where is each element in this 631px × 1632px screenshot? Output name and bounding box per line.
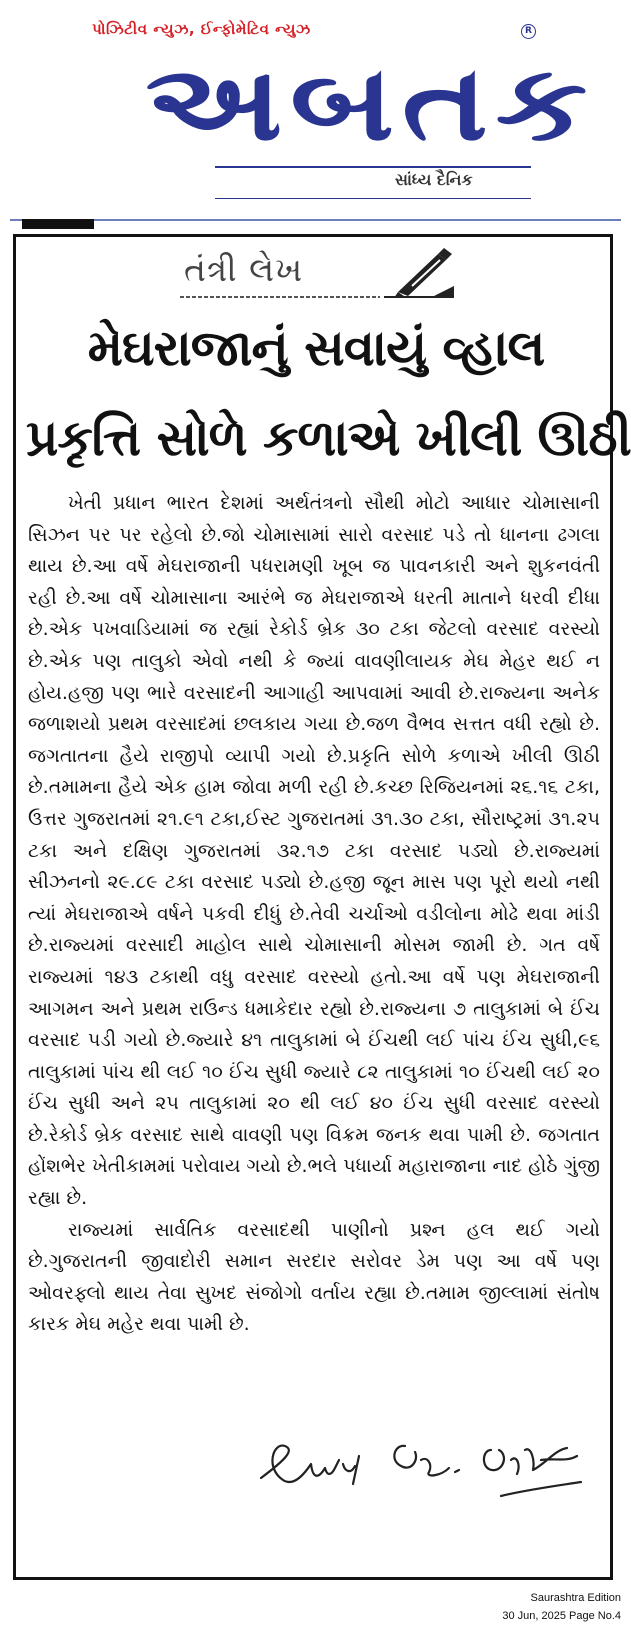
signature	[255, 1420, 585, 1530]
masthead-subtitle: સાંધ્ય દૈનિક	[395, 170, 473, 189]
article-paragraph-1: ખેતી પ્રધાન ભારત દેશમાં અર્થતંત્રનો સૌથી મોટો આધાર ચોમાસાની સિઝન પર પર રહેલો છે.જો ચોમાસામાં સારો વરસાદ પડે તો ધાનના ઢગલા થાય છે.આ વર્ષે મેઘરાજાની પધરામણી ખૂબ જ પાવનકારી અને શુકનવંતી રહી છે.આ વર્ષે ચોમાસાના આરંભે જ મેઘરાજાએ ધરતી માતાને ધરવી દીધા છે.એક પખવાડિયામાં જ રહ્યાં રેકોર્ડ બ્રેક ૩૦ ટકા જેટલો વરસાદ વરસ્યો છે.એક પણ તાલુકો એવો નથી કે જ્યાં વાવણીલાયક મેઘ મેહર થઈ ન હોય.હજી પણ ભારે વરસાદની આગાહી આપવામાં આવી છે.રાજ્યના અનેક જળાશયો પ્રથમ વરસાદમાં છલકાય ગયા છે.જળ વૈભવ સત્તત વધી રહ્યો છે. જગતાતના હૈયે રાજીપો વ્યાપી ગયો છે.પ્રકૃતિ સોળે કળાએ ખીલી ઊઠી છે.તમામના હૈયે એક હામ જોવા મળી રહી છે.કચ્છ રિજિયનમાં ૨૬.૧૬ ટકા, ઉત્તર ગુજરાતમાં ૨૧.૯૧ ટકા,ઈસ્ટ ગુજરાતમાં ૩૧.૩૦ ટકા, સૌરાષ્ટ્રમાં ૩૧.૨૫ ટકા અને દક્ષિણ ગુજરાતમાં ૩૨.૧૭ ટકા વરસાદ પડ્યો છે.રાજ્યમાં સીઝનનો ૨૯.૮૯ ટકા વરસાદ પડ્યો છે.હજી જૂન માસ પણ પૂરો થયો નથી ત્યાં મેઘરાજાએ વર્ષને પકવી દીધું છે.તેવી ચર્ચાઓ વડીલોના મોઢે થવા માંડી છે.રાજ્યમાં વરસાદી માહોલ સાથે ચોમાસાની મોસમ જામી છે. ગત વર્ષે રાજ્યમાં ૧૪૩ ટકાથી વધુ વરસાદ વરસ્યો હતો.આ વર્ષે પણ મેઘરાજાની આગમન અને પ્રથમ રાઉન્ડ ધમાકેદાર રહ્યો છે.રાજ્યના ૭ તાલુકામાં બે ઈંચ વરસાદ પડી ગયો છે.જ્યારે ૪૧ તાલુકામાં બે ઈંચથી લઈ પાંચ ઈંચ સુધી,૯૬ તાલુકામાં પાંચ થી લઈ ૧૦ ઈંચ સુધી જ્યારે ૮૨ તાલુકામાં ૧૦ ઈંચથી લઈ ૨૦ ઈંચ સુધી અને ૨૫ તાલુકામાં ૨૦ થી લઈ ૪૦ ઈંચ સુધી વરસાદ વરસ્યો છે.રેકોર્ડ બ્રેક વરસાદ સાથે વાવણી પણ વિક્રમ જનક થવા પામી છે. જગતાત હોંશભેર ખેતીકામમાં પરોવાય ગયો છે.ભલે પધાર્યા મહારાજાના નાદ હોઠે ગુંજી રહ્યા છે.	[28, 492, 600, 1210]
edition-date-page: 30 Jun, 2025 Page No.4	[502, 1610, 621, 1622]
section-underline	[180, 296, 380, 298]
masthead-divider-bottom	[215, 198, 531, 199]
headline-line-2: પ્રકૃત્તિ સોળે કળાએ ખીલી ઊઠી	[26, 409, 631, 467]
registered-mark-icon: R	[521, 24, 536, 39]
header-rule	[10, 219, 621, 221]
edition-info	[502, 1589, 621, 1625]
newspaper-logo: અબતક	[145, 42, 595, 164]
tagline: પોઝિટીવ ન્યુઝ, ઈન્ફોમેટિવ ન્યુઝ	[92, 20, 311, 38]
header-rule-tab	[22, 219, 94, 229]
pen-writing-icon	[378, 246, 458, 302]
headline-line-1: મેઘરાજાનું સવાયું વ્હાલ	[87, 319, 545, 377]
section-label: તંત્રી લેખ	[184, 250, 304, 289]
article-paragraph-2: રાજ્યમાં સાર્વતિક વરસાદથી પાણીનો પ્રશ્ન હલ થઈ ગયો છે.ગુજરાતની જીવાદોરી સમાન સરદાર સરોવર ડેમ પણ આ વર્ષે પણ ઓવરફ્લો થાય તેવા સુખદ સંજોગો વર્તાય રહ્યા છે.તમામ જીલ્લામાં સંતોષ કારક મેઘ મહેર થવા પામી છે.	[28, 1218, 600, 1336]
masthead-divider	[215, 166, 531, 168]
section-header	[180, 246, 460, 304]
article-body	[28, 488, 600, 1341]
edition-name: Saurashtra Edition	[530, 1592, 621, 1604]
masthead	[0, 0, 631, 225]
